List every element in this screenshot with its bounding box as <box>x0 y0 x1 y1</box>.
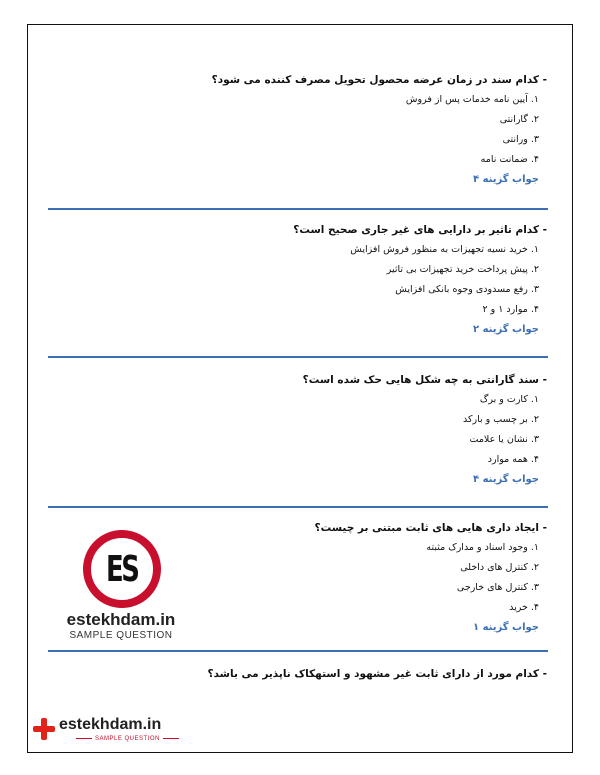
question-text: - کدام تاثیر بر دارایی های غیر جاری صحیح است؟ <box>293 224 547 236</box>
plus-icon <box>33 718 55 740</box>
footer-logo-brand: estekhdam.in <box>59 716 162 733</box>
option: ۲. کنترل های داخلی <box>460 562 539 573</box>
option: ۳. رفع مسدودی وجوه بانکی افزایش <box>395 284 539 295</box>
option: ۱. خرید نسیه تجهیزات به منظور فروش افزایش <box>350 244 539 255</box>
answer-text: جواب گزینه ۴ <box>473 474 539 485</box>
question-block <box>67 370 547 490</box>
option: ۴. خرید <box>509 602 539 613</box>
question-text: - کدام مورد از دارای ثابت غیر مشهود و استهکاک ناپذیر می باشد؟ <box>207 668 547 680</box>
estekhdam-logo <box>41 524 201 654</box>
option: ۴. ضمانت نامه <box>480 154 539 165</box>
separator-line <box>48 208 548 210</box>
option: ۱. کارت و برگ <box>479 394 539 405</box>
footer-logo-tagline: SAMPLE QUESTION <box>73 736 182 742</box>
logo-monogram: ES <box>106 548 138 590</box>
question-text: - کدام سند در زمان عرضه محصول تحویل مصرف کننده می شود؟ <box>211 74 547 86</box>
question-block <box>67 664 547 684</box>
option: ۱. آیین نامه خدمات پس از فروش <box>405 94 539 105</box>
logo-brand: estekhdam.in <box>66 610 176 629</box>
option: ۳. کنترل های خارجی <box>456 582 539 593</box>
option: ۲. گارانتی <box>499 114 539 125</box>
question-block <box>67 220 547 340</box>
option: ۴. موارد ۱ و ۲ <box>482 304 539 315</box>
logo-monogram-icon <box>83 530 161 608</box>
document-page <box>27 24 573 753</box>
option: ۳. نشان یا علامت <box>469 434 539 445</box>
option: ۴. همه موارد <box>487 454 539 465</box>
answer-text: جواب گزینه ۲ <box>473 324 539 335</box>
option: ۱. وجود اسناد و مدارک مثبته <box>426 542 539 553</box>
logo-tagline: SAMPLE QUESTION <box>69 630 173 641</box>
separator-line <box>48 506 548 508</box>
option: ۲. بر چسب و بارکد <box>463 414 539 425</box>
footer-logo <box>33 714 193 754</box>
question-text: - سند گارانتی به چه شکل هایی حک شده است؟ <box>302 374 547 386</box>
question-text: - ایجاد داری هایی های ثابت مبتنی بر چیست؟ <box>314 522 547 534</box>
question-block <box>67 70 547 190</box>
answer-text: جواب گزینه ۴ <box>473 174 539 185</box>
separator-line <box>48 356 548 358</box>
answer-text: جواب گزینه ۱ <box>473 622 539 633</box>
option: ۲. پیش پرداخت خرید تجهیزات بی تاثیر <box>386 264 539 275</box>
option: ۳. ورانتی <box>502 134 539 145</box>
